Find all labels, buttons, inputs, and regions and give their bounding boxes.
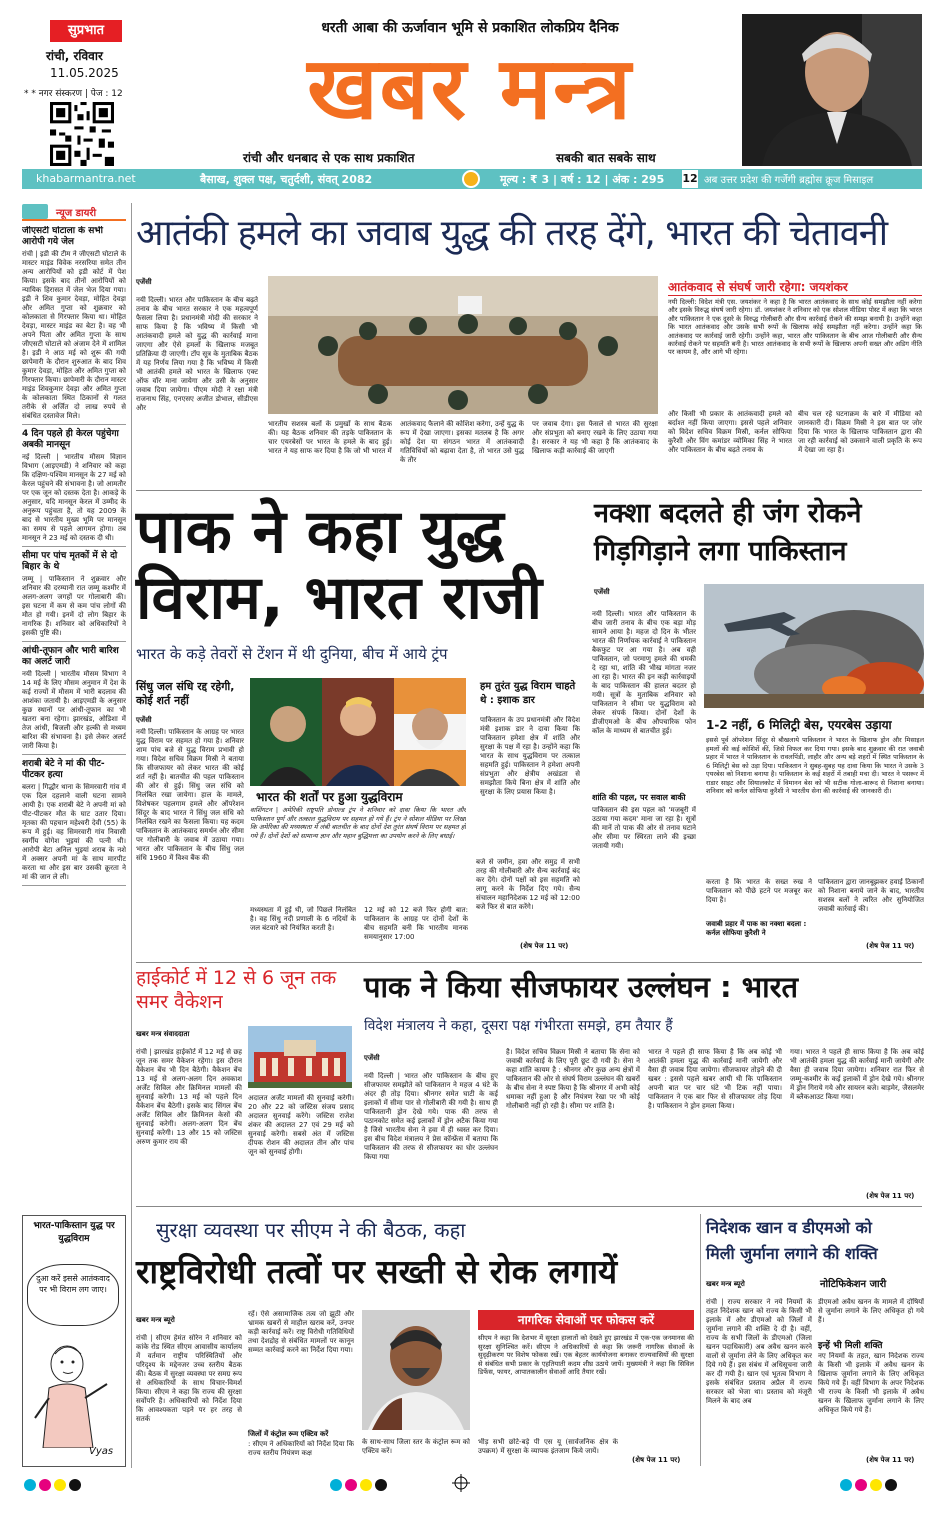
lead-col-3: आतंकवाद फैलाने की कोशिश करेगा, उन्हें युद्ध के रूप में देखा जाएगा। इसका मतलब है कि अगर कोई देश या संगठन भारत में आतंकवादी गतिविधियों को बढ़ावा देता है, तो भारत उसे युद्ध के तौर: [400, 420, 524, 464]
mining-col-2: डीएमओ अवैध खनन के मामले में दोषियों से जुर्माना लगाने के लिए अधिकृत हो गये हैं।: [818, 1298, 924, 1324]
sidebar-stories: [22, 226, 126, 1048]
sidebar-story-headline: जीएसटी घोटाला के सभी आरोपी गये जेल: [22, 226, 103, 247]
registration-marks-right: [840, 1476, 900, 1492]
cm-portrait-photo: [362, 1310, 470, 1430]
ceasefire-col-1: नयी दिल्ली। पाकिस्तान के आग्रह पर भारत युद्ध विराम पर सहमत हो गया है। शनिवार शाम पांच बजे से युद्ध विराम प्रभावी हो गया। विदेश सचिव विक्रम मिस्री ने बताया कि सीजफायर को लेकर भारत की कोई शर्त नहीं है। बातचीत की पहल पाकिस्तान की ओर से हुई। सिंधु जल संधि को निलंबित रखा जायेगा। हाल के मामले, विशेषकर पहलगाम हमले और ऑपरेशन सिंदूर के बाद भारत ने सिंधु जल संधि को निलंबित रखने का फैसला किया। यह कदम पाकिस्तान के आतंकवाद समर्थन और सीमा पर गोलीबारी के जवाब में उठाया गया। भारत और पाकिस्तान के बीच सिंधु जल संधि 1960 में विश्व बैंक की: [136, 728, 244, 862]
ishaq-head: हम तुरंत युद्ध विराम चाहते थे : इशाक डार: [480, 681, 576, 706]
violation-byline: एजेंसी: [364, 1054, 380, 1062]
sidebar-story-headline: सीमा पर पांच मृतकों में से दो बिहार के थे: [22, 551, 118, 572]
airstrike-photo: [704, 584, 924, 708]
edition-badge: सुप्रभात: [50, 20, 122, 42]
registration-marks-mid: [330, 1476, 390, 1492]
panchang: बैसाख, शुक्ल पक्ष, चतुर्दशी, संवत् 2082: [200, 173, 373, 186]
lead-byline: एजेंसी: [136, 278, 152, 286]
leaders-photo: [250, 678, 466, 786]
cm-col-4: भीड़ सभी छोटे-बड़े पी एस यू (सार्वजनिक क्षेत्र के उपक्रम) में सुरक्षा के व्यापक इंतजाम किये जायें।: [478, 1438, 618, 1455]
airbase-body: इससे पूर्व ऑपरेशन सिंदूर से बौखलाये पाकिस्तान ने भारत के खिलाफ ड्रोन और मिसाइल हमलों की कई कोशिशें कीं, जिसे विफल कर दिया गया। इसके बाद शुक्रवार की रात जवाबी प्रहार में भारत ने पाकिस्तान के रावलपिंडी, लाहौर और अन्य बड़े शहरों में स्थित पाकिस्तान के 6 मिलिट्री बेस को उड़ा दिया। पाकिस्तान ने सुबह-सुबह यह दावा किया कि भारत ने उसके 3 एयरबेस को निशाना बनाया है। पाकिस्तान के कई शहरों में तबाही मचा दी। भारत ने पसरूर में राडार साइट और सियालकोट में विमानन बेस को भी सटीक गोला-बारूद से निशाना बनाया। शनिवार को कर्नल सोफिया कुरैशी ने भारतीय सेना की कार्रवाई की जानकारी दी।: [706, 736, 924, 795]
violation-continued: (शेष पेज 11 पर): [866, 1192, 915, 1200]
mining-byline: खबर मन्त्र ब्यूरो: [706, 1280, 745, 1288]
sidebar-story-headline: शराबी बेटे ने मां की पीट-पीटकर हत्या: [22, 759, 105, 780]
ticker[interactable]: अब उत्तर प्रदेश की गर्जेगी ब्रह्मोस क्रूज मिसाइल: [704, 175, 874, 186]
sidebar-story-headline: आंधी-तूफान और भारी बारिश का अलर्ट जारी: [22, 646, 119, 667]
photo-body: वाशिंगटन | अमेरिकी राष्ट्रपति डोनाल्ड ट्रंप ने शनिवार को दावा किया कि भारत और पाकिस्तान पूर्ण और तत्काल युद्धविराम पर सहमत हो गये हैं। ट्रंप ने सोशल मीडिया पर लिखा कि अमेरिका की मध्यस्थता में लंबी बातचीत के बाद दोनों देश तुरंत संघर्ष विराम पर सहमत हो गये हैं। दोनों देशों को सामान्य ज्ञान और महान बुद्धिमत्ता का उपयोग करने के लिए बधाई।: [250, 806, 466, 840]
price-info: मूल्य : ₹ 3 | वर्ष : 12 | अंक : 295: [500, 173, 665, 186]
cartoon: [22, 1215, 126, 1467]
sidebar-story: [22, 429, 126, 547]
qr-code-icon: [50, 102, 114, 166]
cm-sub-body: : सीएम ने अधिकारियों को निर्देश दिया कि राज्य स्तरीय नियंत्रण कक्ष: [248, 1440, 354, 1457]
sub-left: रांची और धनबाद से एक साथ प्रकाशित: [243, 151, 415, 165]
tagline-top: धरती आबा की ऊर्जावान भूमि से प्रकाशित लोकप्रिय दैनिक: [321, 20, 619, 36]
newspaper-title: खबर मन्त्र: [307, 39, 633, 139]
jaishankar-head: आतंकवाद से संघर्ष जारी रहेगा: जयशंकर: [668, 278, 922, 296]
map-bottom-col-2: पाकिस्तान द्वारा जानबूझकर हवाई ठिकानों को निशाना बनाये जाने के बाद, भारतीय सशस्त्र बलों ने त्वरित और सुनियोजित जवाबी कार्रवाई की।: [818, 878, 924, 913]
sidebar-story-body: रांची | इडी की टीम ने जीएसटी घोटाले के मास्टर माइंड विवेक नरसरिया समेत तीन अन्य आरोपियों को इडी कोर्ट में पेश किया। इसके बाद तीनों आरोपियों को न्यायिक हिरासत में जेल भेज दिया गया। इडी ने शिव कुमार देवड़ा, मोहित देवड़ा और अमित गुप्ता को शुक्रवार को कोलकाता से गिरफ्तार किया था। मोहित देवड़ा, मास्टर माइंड का बेटा है। वह भी अपने पिता और अमित गुप्ता के साथ जीएसटी घोटाले को अंजाम देने में शामिल है। इडी ने आठ मई को शुरू की गयी छापेमारी के दौरान शुरुआत के बाद शिव कुमार देवड़ा, मोहित और अमित गुप्ता को गिरफ्तार किया। छापेमारी के दौरान मास्टर माइंड शिवकुमार देवड़ा और अमित गुप्ता के कोलकाता स्थित ठिकानों से गलत तरीके से अर्जित दो लाख रुपये से संबंधित दस्तावेज मिले।: [22, 250, 126, 420]
ceasefire-mid-col-1: मध्यस्थता में हुई थी, जो पिछले निलंबित है। वह सिंधु नदी प्रणाली के 6 नदियों के जल बंटवारे को नियंत्रित करती है।: [250, 906, 356, 932]
cartoon-caption: भारत-पाकिस्तान युद्ध पर युद्धविराम: [33, 1221, 115, 1244]
registration-marks-left: [24, 1476, 84, 1492]
registration-dot: [360, 1479, 372, 1491]
violation-col-4: गया। भारत ने पहले ही साफ किया है कि अब कोई भी आतंकी हमला युद्ध की कार्रवाई मानी जायेगी और वैसा ही जवाब दिया जायेगा। शनिवार रात फिर से जम्मू-कश्मीर के कई इलाकों में ड्रोन देखे गये। श्रीनगर में ड्रोन गिराये गये और सायरन बजे। बाड़मेर, जैसलमेर में ब्लैकआउट किया गया।: [790, 1048, 924, 1101]
cm-continued: (शेष पेज 11 पर): [632, 1456, 681, 1464]
sidebar-story: [22, 551, 126, 642]
map-col-1: नयी दिल्ली। भारत और पाकिस्तान के बीच जारी तनाव के बीच एक बड़ा मोड़ सामने आया है। महज दो दिन के भीतर भारत की निर्णायक कार्रवाई ने पाकिस्तान बैकफुट पर आ गया है। अब वही पाकिस्तान, जो परमाणु हमले की धमकी दे रहा था, शांति की भीख मांगता नजर आ रहा है। भारत की इन कड़ी कार्रवाइयों के बाद पाकिस्तान की हालत बदतर हो गयी। सूत्रों के मुताबिक शनिवार को पाकिस्तान ने सीमा पर युद्धविराम को लेकर संपर्क किया। दोनों देशों के डीजीएमओ के बीच औपचारिक फोन कॉल के माध्यम से बातचीत हुई।: [592, 610, 696, 735]
logo-mark-icon: [462, 170, 480, 188]
ceasefire-mid-col-2: 12 मई को 12 बजे फिर होगी बात: पाकिस्तान के आग्रह पर दोनों देशों के बीच सहमति बनी कि भारतीय मानक समयानुसार 17:00: [364, 906, 468, 941]
news-diary-icon: [22, 204, 48, 219]
jaishankar-body: नयी दिल्ली: विदेश मंत्री एस. जयशंकर ने कहा है कि भारत आतंकवाद के साथ कोई समझौता नहीं करेगा और इसके विरुद्ध संघर्ष जारी रहेगा। डॉ. जयशंकर ने शनिवार को एक सोशल मीडिया पोस्ट में कहा कि भारत और पाकिस्तान ने एक दूसरे के विरुद्ध गोलीबारी और सैन्य कार्रवाई रोकने की समझ बनायी है। उन्होंने कहा कि भारत आतंकवाद और उसके सभी रूपों के खिलाफ कोई समझौता नहीं करेगा। उन्होंने कहा कि आतंकवाद पर कार्रवाई जारी रहेगी। उन्होंने कहा, भारत और पाकिस्तान के बीच आज गोलीबारी और सैन्य कार्रवाई रोकने पर सहमति बनी है। भारत आतंकवाद के सभी रूपों के खिलाफ अपनी सख्त और अडिग नीति पर कायम है, और आगे भी रहेगा।: [668, 298, 922, 357]
registration-dot: [855, 1479, 867, 1491]
ceasefire-strap: भारत के कड़े तेवरों से टेंशन में थी दुनिया, बीच में आये ट्रंप: [136, 645, 448, 663]
civic-head: नागरिक सेवाओं पर फोकस करें: [478, 1310, 694, 1330]
lead-col-2: भारतीय सशस्त्र बलों के प्रमुखों के साथ बैठक की। यह बैठक शनिवार की तड़के पाकिस्तान के चार एयरबेसों पर भारत के हमले के बाद हुई। भारत ने यह साफ कर दिया है कि जो भी भारत में: [268, 420, 392, 455]
sidebar-divider: [131, 203, 132, 1468]
rule-violation: [136, 1206, 922, 1207]
jaishankar-col-a: और किसी भी प्रकार के आतंकवादी हमले को बर्दाश्त नहीं किया जाएगा। इससे पहले शनिवार को विदेश सचिव विक्रम मिस्री, कर्नल सोफिया कुरैशी और विंग कमांडर व्योमिका सिंह ने भारत और पाकिस्तान के बीच बढ़ते तनाव के: [668, 410, 792, 454]
indus-head: सिंधु जल संधि रद्द रहेगी, कोई शर्त नहीं: [136, 680, 235, 707]
violation-col-2: है। विदेश सचिव विक्रम मिस्री ने बताया कि सेना को जवाबी कार्रवाई के लिए पूरी छूट दी गयी है। सेना ने कहा शांति कायम है : श्रीनगर और कुछ अन्य क्षेत्रों में पाकिस्तान की ओर से संघर्ष विराम उल्लंघन की खबरों के बीच सेना ने स्पष्ट किया है कि श्रीनगर में अभी कोई धमाका नहीं हुआ है और नियंत्रण रेखा पर भी कोई गोलीबारी नहीं हो रही है। सीमा पर शांति है।: [506, 1048, 640, 1110]
website-link[interactable]: khabarmantra.net: [36, 172, 136, 185]
ceasefire-byline: एजेंसी: [136, 716, 152, 724]
map-sub-head: शांति की पहल, पर सवाल बाकी: [592, 793, 686, 802]
map-continued: (शेष पेज 11 पर): [866, 942, 915, 950]
violation-strap: विदेश मंत्रालय ने कहा, दूसरा पक्ष गंभीरता समझे, हम तैयार हैं: [364, 1018, 673, 1034]
mining-col-1: रांची | राज्य सरकार ने नये नियमों के तहत निदेशक खान को राज्य के किसी भी इलाके में और डीएमओ को जिलों में जुर्माना लगाने की शक्ति दे दी है। वहीं, राज्य के सभी जिलों के डीएमओ (जिला खनन पदाधिकारी) अब अवैध खनन करने वालों से जुर्माना लेने के लिए अधिकृत कर दिये गये हैं। इस संबंध में अधिसूचना जारी कर दी गयी है। खान एवं भूतत्व विभाग ने इसके संबंधित प्रस्ताव अप्रैल में राज्य सरकार को भेजा था। प्रस्ताव को मंजूरी मिलने के बाद अब: [706, 1298, 812, 1405]
airbase-head: 1-2 नहीं, 6 मिलिट्री बेस, एयरबेस उड़ाया: [706, 718, 892, 732]
mining-notif: नोटिफिकेशन जारी: [820, 1279, 887, 1290]
registration-dot: [345, 1479, 357, 1491]
meeting-photo: [268, 276, 658, 414]
edition-note: * * नगर संस्करण | पेज : 12: [24, 89, 123, 99]
cartoon-bubble-text: दुआ करें इससे आतंकवाद पर भी विराम लग जाए।: [36, 1274, 110, 1294]
ishaq-body: पाकिस्तान के उप प्रधानमंत्री और विदेश मंत्री इशाक डार ने दावा किया कि पाकिस्तान हमेशा क्षेत्र में शांति और सुरक्षा के पक्ष में रहा है। उन्होंने कहा कि भारत के साथ युद्धविराम पर तत्काल सहमति हुई। पाकिस्तान ने हमेशा अपनी संप्रभुता और क्षेत्रीय अखंडता से समझौता किये बिना क्षेत्र में शांति और सुरक्षा के लिए प्रयास किया है।: [480, 716, 580, 796]
registration-dot: [375, 1479, 387, 1491]
map-sub-body: पाकिस्तान की इस पहल को 'मजबूरी में उठाया गया कदम' माना जा रहा है। सूत्रों की मानें तो पाक की ओर से तनाव घटाने और सीमा पर स्थिरता लाने की इच्छा जतायी गयी।: [592, 806, 696, 850]
issue-date: 11.05.2025: [50, 66, 119, 80]
map-bottom-col-1: करता है कि भारत के सख्त रुख ने पाकिस्तान को पीछे हटने पर मजबूर कर दिया है।: [706, 878, 812, 904]
highcourt-building-photo: [248, 1026, 352, 1088]
sidebar-story-body: नयी दिल्ली | भारतीय मौसम विभाग ने 14 मई के लिए मौसम अनुमान में देश के कई राज्यों में मौसम में भारी बदलाव की आशंका जतायी है। आइएमडी के अनुसार कुछ स्थानों पर आंधी-तूफान का भी खतरा बना रहेगा। झारखंड, ओडिशा में तेज आंधी, बिजली और हल्की से मध्यम बारिश की संभावना है। इसे लेकर अलर्ट जारी किया है।: [22, 670, 126, 750]
mining-continued: (शेष पेज 11 पर): [866, 1456, 915, 1464]
violation-col-1: नयी दिल्ली | भारत और पाकिस्तान के बीच हुए सीजफायर समझौते को पाकिस्तान ने महज 4 घंटे के अंदर ही तोड़ दिया। श्रीनगर समेत घाटी के कई इलाकों में सीमा पार से गोलीबारी की गयी है। साथ ही पाकिस्तानी ड्रोन देखे गये। पाक की तरफ से पठानकोट समेत कई इलाकों में ड्रोन अटैक किया गया है जिसे भारतीय सेना ने हवा में ही ध्वस्त कर दिया। इस बीच विदेश मंत्रालय ने प्रेस कॉन्फ्रेंस में बताया कि पाकिस्तान की तरफ से सीजफायर का घोर उल्लंघन किया गया: [364, 1072, 498, 1161]
sub-right: सबकी बात सबके साथ: [556, 151, 656, 165]
highcourt-col-2: अदालत अर्जेंट मामलों की सुनवाई करेगी। 20 और 22 को जस्टिस संजय प्रसाद अदालत सुनवाई करेंगे। जस्टिस राजेश शंकर की अदालत 27 एवं 29 मई को सुनवाई करेगी। सबसे अंत में जस्टिस दीपक रोशन की अदालत तीन और पांच जून को सुनवाई होगी।: [248, 1094, 354, 1156]
crosshair-icon: [452, 1474, 470, 1492]
mining-divider: [700, 1214, 701, 1466]
city-day: रांची, रविवार: [46, 49, 103, 63]
news-diary-label: न्यूज डायरी: [22, 203, 126, 221]
registration-dot: [885, 1479, 897, 1491]
mining-sub-body: नए नियमों के तहत, खान निदेशक राज्य के किसी भी इलाके में अवैध खनन के खिलाफ जुर्माना लगाने के लिए अधिकृत किये गये हैं। वहीं विभाग के अपर निदेशक भी राज्य के किसी भी इलाके में अवैध खनन के खिलाफ जुर्माना लगाने के लिए अधिकृत किये गये हैं।: [818, 1352, 924, 1414]
cm-headline: राष्ट्रविरोधी तत्वों पर सख्ती से रोक लगायें: [136, 1252, 618, 1291]
map-headline-2: गिड़गिड़ाने लगा पाकिस्तान: [594, 536, 847, 567]
highcourt-headline: हाईकोर्ट में 12 से 6 जून तक समर वैकेशन: [136, 967, 337, 1013]
page-number: 12: [682, 170, 698, 188]
map-headline-1: नक्शा बदलते ही जंग रोकने: [594, 498, 862, 529]
sidebar-story: [22, 759, 126, 886]
cartoon-drawing-icon: [27, 1328, 123, 1448]
cartoonist-signature: Vyas: [89, 1446, 114, 1457]
registration-dot: [39, 1479, 51, 1491]
mining-headline-2: मिली जुर्माना लगाने की शक्ति: [706, 1244, 878, 1263]
cm-col-1: रांची | सीएम हेमंत सोरेन ने शनिवार को कांके रोड स्थित सीएम आवासीय कार्यालय में वर्तमान राष्ट्रीय परिस्थितियों और परिदृश्य के मद्देनजर उच्च स्तरीय बैठक की। बैठक में सुरक्षा व्यवस्था पर समग्र रूप से अधिकारियों के साथ विचार-विमर्श किया। सीएम ने कहा कि राज्य की सुरक्षा सर्वोपरि है। अधिकारियों को निर्देश दिया कि आवश्यकता पड़ने पर हर तरह से सतर्क: [136, 1334, 242, 1423]
rule-lead: [136, 490, 922, 491]
ceasefire-headline-1: पाक ने कहा युद्ध: [136, 497, 504, 567]
leader-portrait: [742, 14, 922, 166]
jaishankar-col-b: बीच चल रहे घटनाक्रम के बारे में मीडिया को जानकारी दी। विक्रम मिस्री ने इस बात पर जोर दिया कि भारत के खिलाफ पाकिस्तान द्वारा की जा रही कार्रवाई को उकसाने वाली प्रकृति के रूप में देखा जा रहा है।: [798, 410, 922, 454]
sidebar-story-headline: 4 दिन पहले ही केरल पहुंचेगा अबकी मानसून: [22, 429, 119, 450]
registration-dot: [69, 1479, 81, 1491]
registration-dot: [840, 1479, 852, 1491]
photo-caption: भारत की शर्तों पर हुआ युद्धविराम: [256, 790, 403, 804]
registration-dot: [330, 1479, 342, 1491]
civic-body: सीएम ने कहा कि देशभर में सुरक्षा हालातों को देखते हुए झारखंड में एक-एक जनमानस की सुरक्षा सुनिश्चित करें। सीएम ने अधिकारियों से कहा कि जरूरी नागरिक सेवाओं के सुदृढ़ीकरण पर विशेष फोकस रखें। एक बेहतर कार्ययोजना बनाकर राज्यवासियों की सुरक्षा से संबंधित सभी प्रकार के एहतियाती कदम शीघ्र उठाये जायें। मुख्यमंत्री ने कहा कि सिविल डिफेंस, फायर, आपातकालीन सेवाओं आदि तैयार रखें।: [478, 1334, 694, 1377]
violation-headline: पाक ने किया सीजफायर उल्लंघन : भारत: [364, 970, 798, 1004]
cartoon-bubble: [27, 1264, 119, 1326]
sidebar-story-body: जम्मू | पाकिस्तान ने शुक्रवार और शनिवार की दरम्यानी रात जम्मू कश्मीर में अलग-अलग जगहों पर गोलाबारी की। इस घटना में कम से कम पांच लोगों की मौत हो गयी। इनमें दो लोग बिहार के नागरिक हैं। शनिवार को अधिकारियों ने इसकी पुष्टि की।: [22, 575, 126, 637]
registration-dot: [24, 1479, 36, 1491]
ceasefire-mid-col-3: बजे से जमीन, हवा और समुद्र में सभी तरह की गोलीबारी और सैन्य कार्रवाई बंद कर देंगे। दोनों पक्षों को इस सहमति को लागू करने के निर्देश दिए गये। सैन्य संचालन महानिदेशक 12 मई को 12:00 बजे फिर से बात करेंगे।: [476, 858, 580, 911]
cm-byline: खबर मन्त्र ब्यूरो: [136, 1316, 175, 1324]
sidebar-story-body: बलरा | गिद्धौर थाना के सिमरवारी गांव में एक दिल दहलाने वाली घटना सामने आयी है। एक शराबी बेटे ने अपनी मां को पीट-पीटकर मौत के घाट उतार दिया। मृतका की पहचान महेश्वरी देवी (55) के रूप में हुई। वह सिमरवारी गांव निवासी स्वर्गीय योगेश भुइयां की पत्नी थी। आरोपी बेटा अनिल भुइयां शराब के नशे में अक्सर अपनी मां के साथ मारपीट करता था और इस बार उसकी क्रूरता ने मां की जान ले ली।: [22, 783, 126, 881]
cm-sub-head: जिलों में कंट्रोल रूम एक्टिव करें: [248, 1430, 329, 1438]
masthead: [0, 0, 945, 170]
sidebar-story: [22, 226, 126, 425]
ceasefire-continued: (शेष पेज 11 पर): [520, 942, 569, 950]
sidebar-story-body: नई दिल्ली | भारतीय मौसम विज्ञान विभाग (आइएमडी) ने शनिवार को कहा कि दक्षिण-पश्चिम मानसून के 27 मई को केरल पहुंचने की संभावना है। जो आमतौर पर एक जून को दस्तक देता है। आकड़े के अनुसार, यदि मानसून केरल में उम्मीद के अनुरूप पहुंचता है, तो यह 2009 के बाद से भारतीय मुख्य भूमि पर मानसून का समय से पहले आगमन होगा। तब मानसून ने 23 मई को दस्तक दी थी।: [22, 453, 126, 542]
sidebar-story: [22, 646, 126, 755]
rule-ceasefire: [136, 962, 922, 963]
ceasefire-headline-2: विराम, भारत राजी: [136, 563, 543, 633]
highcourt-byline: खबर मन्त्र संवाददाता: [136, 1030, 190, 1038]
registration-dot: [870, 1479, 882, 1491]
mining-headline-1: निदेशक खान व डीएमओ को: [706, 1218, 872, 1237]
cm-kicker: सुरक्षा व्यवस्था पर सीएम ने की बैठक, कहा: [156, 1218, 466, 1242]
lead-headline: आतंकी हमले का जवाब युद्ध की तरह देंगे, भारत की चेतावनी: [136, 213, 888, 254]
mining-sub-head: इन्हें भी मिली शक्ति: [818, 1341, 883, 1351]
map-bottom-bold: जवाबी प्रहार में पाक का नक्शा बदला : कर्नल सोफिया कुरैशी ने: [706, 920, 807, 937]
highcourt-col-1: रांची | झारखंड हाईकोर्ट में 12 मई से छह जून तक समर वैकेशन रहेगा। इस दौरान वैकेशन बेंच भी दिन बैठेगी। वैकेशन बेंच 13 मई से अलग-अलग दिन अवकाश अर्जेंट सिविल और क्रिमिनल मामलों की सुनवाई करेगी। 13 मई को पहले दिन वैकेशन बेंच बैठेगी। इसके बाद सिंगल बेंच अर्जेंट सिविल और क्रिमिनल केसों की सुनवाई करेगी। अलग-अलग दिन बेंच सुनवाई करेगी। 13 और 15 को जस्टिस अरुण कुमार राय की: [136, 1048, 242, 1146]
cm-col-2: रहें। ऐसे असामाजिक तत्व जो झूठी और भ्रामक खबरों से माहौल खराब करें, उनपर कड़ी कार्रवाई करें। राष्ट्र विरोधी गतिविधियों तथा देशद्रोह से संबंधित मामलों पर कानून सम्मत कार्रवाई करने का निर्देश दिया गया।: [248, 1310, 354, 1354]
lead-col-4: पर जवाब देगा। इस फैसले से भारत की सुरक्षा और संप्रभुता को बनाए रखने के लिए उठाया गया है। सरकार ने यह भी कहा है कि आतंकवाद के खिलाफ कड़ी कार्रवाई की जाएगी: [532, 420, 658, 455]
lead-col-1: नयी दिल्ली। भारत और पाकिस्तान के बीच बढ़ते तनाव के बीच भारत सरकार ने एक महत्वपूर्ण फैसला लिया है। प्रधानमंत्री मोदी की सरकार ने साफ किया है कि भविष्य में किसी भी आतंकवादी हमले को युद्ध की कार्रवाई माना जाएगा और ऐसे हमलों के खिलाफ मजबूत प्रतिक्रिया दी जाएगी। टॉप सूत्र के मुताबिक बैठक में यह निर्णय लिया गया है कि भविष्य में किसी भी आतंकी हमले को भारत के खिलाफ एक्ट ऑफ वॉर माना जायेगा और उसी के अनुसार जवाब दिया जायेगा। पीएम मोदी ने रक्षा मंत्री राजनाथ सिंह, एनएसए अजीत डोभाल, सीडीएस और: [136, 296, 258, 412]
map-byline: एजेंसी: [594, 588, 610, 596]
cm-col-3: के साथ-साथ जिला स्तर के कंट्रोल रूम को एक्टिव करें।: [362, 1438, 470, 1455]
violation-col-3: भारत ने पहले ही साफ किया है कि अब कोई भी आतंकी हमला युद्ध की कार्रवाई मानी जायेगी और वैसा ही जवाब दिया जायेगा। सीजफायर तोड़ने की दी खबर : इससे पहले खबर आयी थी कि पाकिस्तान अपनी बात पर चार घंटे भी टिक नहीं पाया। पाकिस्तान ने एक बार फिर से सीजफायर तोड़ दिया है। पाकिस्तान ने ड्रोन हमला किया।: [648, 1048, 782, 1110]
registration-dot: [54, 1479, 66, 1491]
